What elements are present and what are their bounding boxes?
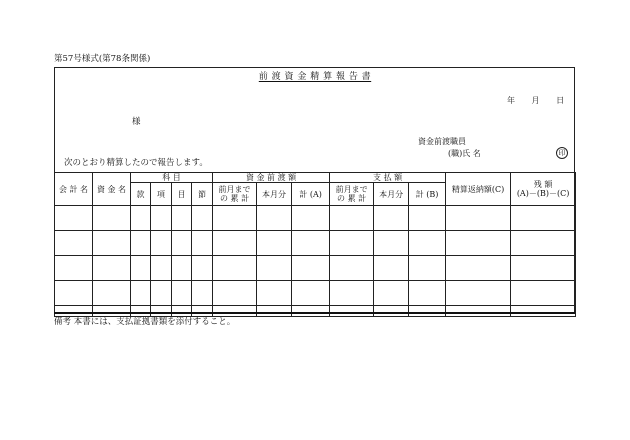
report-statement: 次のとおり精算したので報告します。 [64, 158, 208, 168]
header-payment-total: 計 (B) [409, 183, 446, 206]
table-cell [192, 231, 213, 256]
table-cell [213, 206, 257, 231]
table-cell [374, 256, 409, 281]
document-title-text: 前 渡 資 金 精 算 報 告 書 [258, 72, 372, 82]
table-cell [55, 231, 93, 256]
header-kou: 項 [151, 183, 172, 206]
table-cell [330, 281, 374, 306]
addressee-suffix: 様 [132, 117, 141, 127]
table-cell [292, 231, 330, 256]
table-cell [257, 231, 292, 256]
document-title [0, 73, 630, 82]
table-cell [192, 281, 213, 306]
table-cell [374, 231, 409, 256]
header-account-name: 会 計 名 [55, 173, 93, 206]
form-number-label: 第57号様式(第78条関係) [54, 54, 151, 64]
header-advance-current: 本月分 [257, 183, 292, 206]
table-cell [409, 281, 446, 306]
header-fund-name: 資 金 名 [93, 173, 131, 206]
header-setsu: 節 [192, 183, 213, 206]
table-cell [409, 206, 446, 231]
table-cell [511, 206, 576, 231]
header-advance: 資 金 前 渡 額 [213, 173, 330, 183]
table-cell [292, 206, 330, 231]
header-advance-total: 計 (A) [292, 183, 330, 206]
table-cell [330, 256, 374, 281]
date-line: 年 月 日 [507, 96, 565, 105]
header-moku: 目 [172, 183, 192, 206]
header-kan: 款 [131, 183, 151, 206]
table-cell [446, 281, 511, 306]
table-cell [374, 206, 409, 231]
table-cell [330, 206, 374, 231]
table-cell [409, 231, 446, 256]
table-cell [192, 206, 213, 231]
table-cell [151, 206, 172, 231]
table-cell [93, 281, 131, 306]
table-cell [172, 256, 192, 281]
header-balance [511, 173, 576, 206]
table-cell [55, 256, 93, 281]
bottom-double-rule [54, 312, 575, 314]
header-payment-previous [330, 183, 374, 206]
table-cell [257, 256, 292, 281]
header-balance-label: 残 額 [533, 179, 553, 189]
header-balance-formula: (A)－(B)－(C) [516, 189, 570, 199]
table-cell [292, 281, 330, 306]
table-cell [93, 256, 131, 281]
table-cell [55, 206, 93, 231]
official-name-label: (職)氏 名 [448, 149, 481, 158]
table-row [55, 206, 576, 231]
seal-icon: 印 [556, 147, 568, 159]
table-cell [446, 256, 511, 281]
header-payment-previous-line1: 前月まで [335, 185, 368, 194]
table-cell [172, 206, 192, 231]
header-category: 科 目 [131, 173, 213, 183]
table-cell [93, 231, 131, 256]
table-cell [131, 256, 151, 281]
table-cell [257, 281, 292, 306]
table-cell [292, 256, 330, 281]
header-advance-previous-line2: の 累 計 [220, 194, 250, 204]
table-cell [213, 281, 257, 306]
table-body [55, 206, 576, 317]
settlement-table [54, 172, 576, 317]
header-advance-previous [213, 183, 257, 206]
table-cell [511, 281, 576, 306]
table-cell [511, 256, 576, 281]
table-cell [213, 231, 257, 256]
remark-note: 備考 本書には、支払証拠書類を添付すること。 [54, 317, 236, 327]
table-cell [55, 281, 93, 306]
table-cell [172, 281, 192, 306]
table-cell [374, 281, 409, 306]
table-header-row-1 [55, 173, 576, 183]
header-advance-previous-line1: 前月まで [218, 185, 251, 194]
table-cell [131, 206, 151, 231]
table-cell [172, 231, 192, 256]
table-cell [213, 256, 257, 281]
header-payment: 支 払 額 [330, 173, 446, 183]
table-cell [409, 256, 446, 281]
header-payment-current: 本月分 [374, 183, 409, 206]
header-refund: 精算返納額(C) [446, 173, 511, 206]
table-cell [93, 206, 131, 231]
table-cell [151, 231, 172, 256]
table-row [55, 281, 576, 306]
table-cell [446, 231, 511, 256]
header-payment-previous-line2: の 累 計 [337, 194, 367, 204]
table-cell [330, 231, 374, 256]
table-cell [511, 231, 576, 256]
table-cell [131, 281, 151, 306]
table-row [55, 256, 576, 281]
table-row [55, 231, 576, 256]
table-cell [257, 206, 292, 231]
table-cell [151, 256, 172, 281]
table-cell [192, 256, 213, 281]
table-cell [131, 231, 151, 256]
official-title: 資金前渡職員 [418, 137, 466, 146]
table-cell [446, 206, 511, 231]
table-cell [151, 281, 172, 306]
